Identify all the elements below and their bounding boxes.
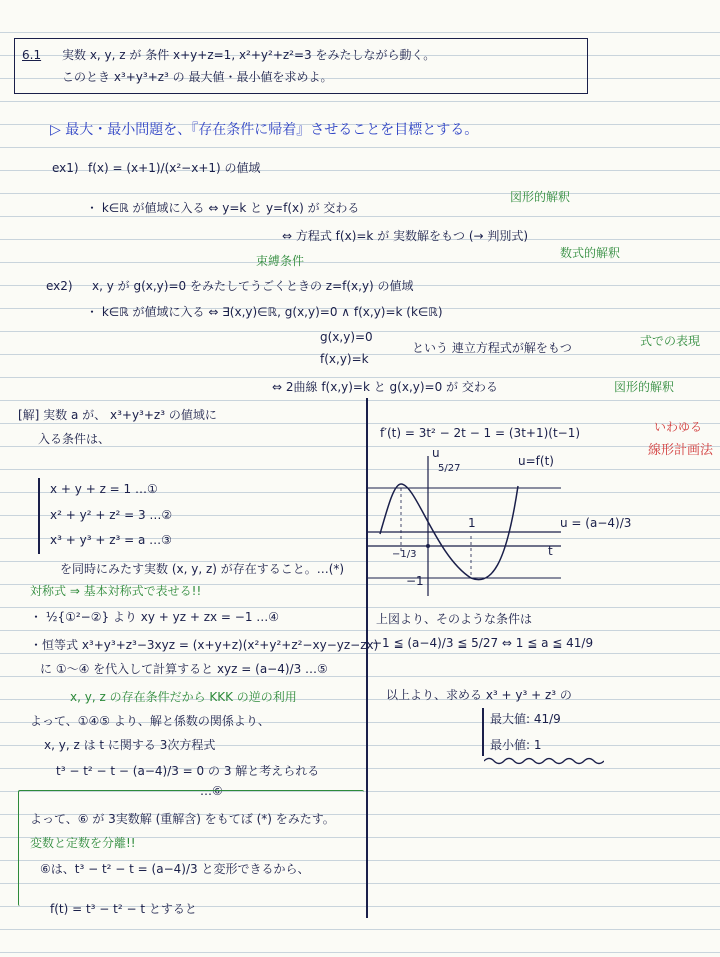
ex1-label: ex1) [52,161,79,175]
result-head: 以上より、求める x³ + y³ + z³ の [386,688,572,702]
result-brace [482,708,484,756]
ex1-geom-note: 図形的解釈 [510,190,571,204]
ex2-formula-note: 式での表現 [640,334,701,348]
ex1-alg-note: 数式的解釈 [560,246,621,260]
graph-note1: いわゆる [654,420,703,434]
ex2-geom-note: 図形的解釈 [614,380,675,394]
intro-title: ▷ 最大・最小問題を、『存在条件に帰着』させることを目標とする。 [50,122,479,138]
answer-underline [484,756,604,766]
graph-y-neg: −1 [406,574,424,588]
cond-head: 上図より、そのような条件は [376,612,533,626]
ex2-line1: x, y が g(x,y)=0 をみたしてうごくときの z=f(x,y) の値域 [92,279,414,293]
step6: よって、①④⑤ より、解と係数の関係より、 [30,714,270,728]
ex2-line2: ・ k∈ℝ が値域に入る ⇔ ∃(x,y)∈ℝ, g(x,y)=0 ∧ f(x,y)=k (k∈ℝ) [86,305,443,319]
graph-curve-label: u=f(t) [518,454,554,468]
step5a: ・恒等式 x³+y³+z³−3xyz = (x+y+z)(x²+y²+z²−xy−yz−zx) [30,638,379,652]
cond: を同時にみたす実数 (x, y, z) が存在すること。…(*) [60,562,345,576]
problem-line2: このとき x³+y³+z³ の 最大値・最小値を求めよ。 [62,70,333,84]
system-brace [38,478,40,554]
step8: t³ − t² − t − (a−4)/3 = 0 の 3 解と考えられる [56,764,320,778]
constraint-note: 束縛条件 [256,254,305,268]
step5b: に ①〜④ を代入して計算すると xyz = (a−4)/3 …⑤ [40,662,328,676]
step9: よって、⑥ が 3実数解 (重解含) をもてば (*) をみたす。 [30,812,335,826]
ex2-line4: ⇔ 2曲線 f(x,y)=k と g(x,y)=0 が 交わる [272,380,498,394]
max-value: 最大値: 41/9 [490,712,561,726]
graph-x-neg: −1/3 [392,549,417,560]
ex2-sys2: f(x,y)=k [320,352,369,366]
inequality: −1 ≦ (a−4)/3 ≦ 5/27 ⇔ 1 ≦ a ≦ 41/9 [372,636,594,650]
ex1-line1: ・ k∈ℝ が値域に入る ⇔ y=k と y=f(x) が 交わる [86,201,360,215]
graph-x-pos: 1 [468,516,476,530]
step8-num: …⑥ [200,784,223,798]
note-kkk: x, y, z の存在条件だから KKK の逆の利用 [70,690,297,704]
ex1-line2: ⇔ 方程式 f(x)=k が 実数解をもつ (→ 判別式) [282,229,529,243]
step10: ⑥は、t³ − t² − t = (a−4)/3 と変形できるから、 [40,862,310,876]
ex2-line3: という 連立方程式が解をもつ [412,341,572,355]
ex1-func: f(x) = (x+1)/(x²−x+1) の値域 [88,161,261,175]
graph-t-label: t [548,544,553,558]
problem-box [14,38,588,94]
eq2: x² + y² + z² = 3 …② [50,508,173,522]
solution-head: [解] 実数 a が、 x³+y³+z³ の値域に [18,408,217,422]
eq1: x + y + z = 1 …① [50,482,158,496]
note-separate: 変数と定数を分離!! [30,836,136,850]
ex2-sys1: g(x,y)=0 [320,330,373,344]
step4: ・ ½{①²−②} より xy + yz + zx = −1 …④ [30,610,280,624]
ex2-label: ex2) [46,279,73,293]
graph-top-val: 5/27 [438,463,461,474]
eq3: x³ + y³ + z³ = a …③ [50,533,172,547]
graph-u-label: u [432,446,440,460]
graph-line-label: u = (a−4)/3 [560,516,632,530]
problem-line1: 実数 x, y, z が 条件 x+y+z=1, x²+y²+z²=3 をみたしながら動く。 [62,48,436,62]
problem-number: 6.1 [22,48,42,62]
derivative: f′(t) = 3t² − 2t − 1 = (3t+1)(t−1) [380,426,581,440]
solution-head2: 入る条件は、 [38,432,111,446]
step11: f(t) = t³ − t² − t とすると [50,902,197,916]
note-symmetric: 対称式 ⇒ 基本対称式で表せる!! [30,584,202,598]
min-value: 最小値: 1 [490,738,542,752]
step7: x, y, z は t に関する 3次方程式 [44,738,216,752]
graph-note2: 線形計画法 [648,443,714,458]
